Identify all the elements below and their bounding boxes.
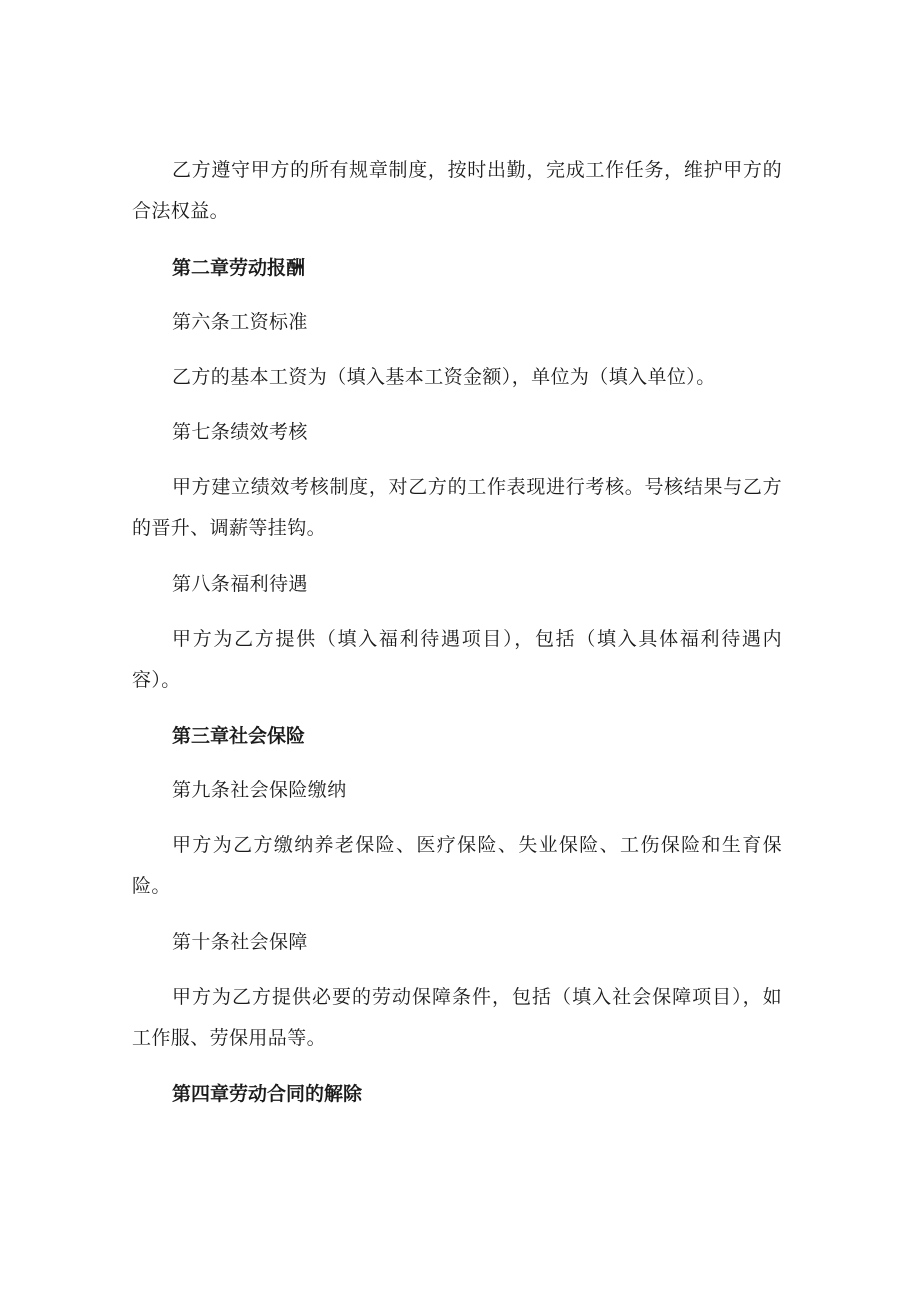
article-title-6: 第六条工资标准 (172, 311, 308, 333)
article-title-8: 第八条福利待遇 (172, 573, 308, 595)
article-text-9: 甲方为乙方缴纳养老保险、医疗保险、失业保险、工伤保险和生育保险。 (132, 834, 782, 897)
article-text-6: 乙方的基本工资为（填入基本工资金额），单位为（填入单位）。 (172, 366, 716, 388)
article-text-10: 甲方为乙方提供必要的劳动保障条件，包括（填入社会保障项目），如工作服、劳保用品等。 (132, 986, 782, 1049)
article-title-9: 第九条社会保险缴纳 (172, 779, 347, 801)
article-title-10: 第十条社会保障 (172, 931, 308, 953)
chapter-heading-2: 第二章劳动报酬 (172, 257, 306, 279)
chapter-heading-4: 第四章劳动合同的解除 (172, 1083, 363, 1105)
article-title-7: 第七条绩效考核 (172, 421, 308, 443)
article-text-7: 甲方建立绩效考核制度，对乙方的工作表现进行考核。号核结果与乙方的晋升、调薪等挂钩。 (132, 476, 782, 539)
paragraph-obligations: 乙方遵守甲方的所有规章制度，按时出勤，完成工作任务，维护甲方的合法权益。 (132, 159, 782, 222)
chapter-heading-3: 第三章社会保险 (172, 725, 306, 747)
article-text-8: 甲方为乙方提供（填入福利待遇项目），包括（填入具体福利待遇内容）。 (132, 628, 782, 691)
